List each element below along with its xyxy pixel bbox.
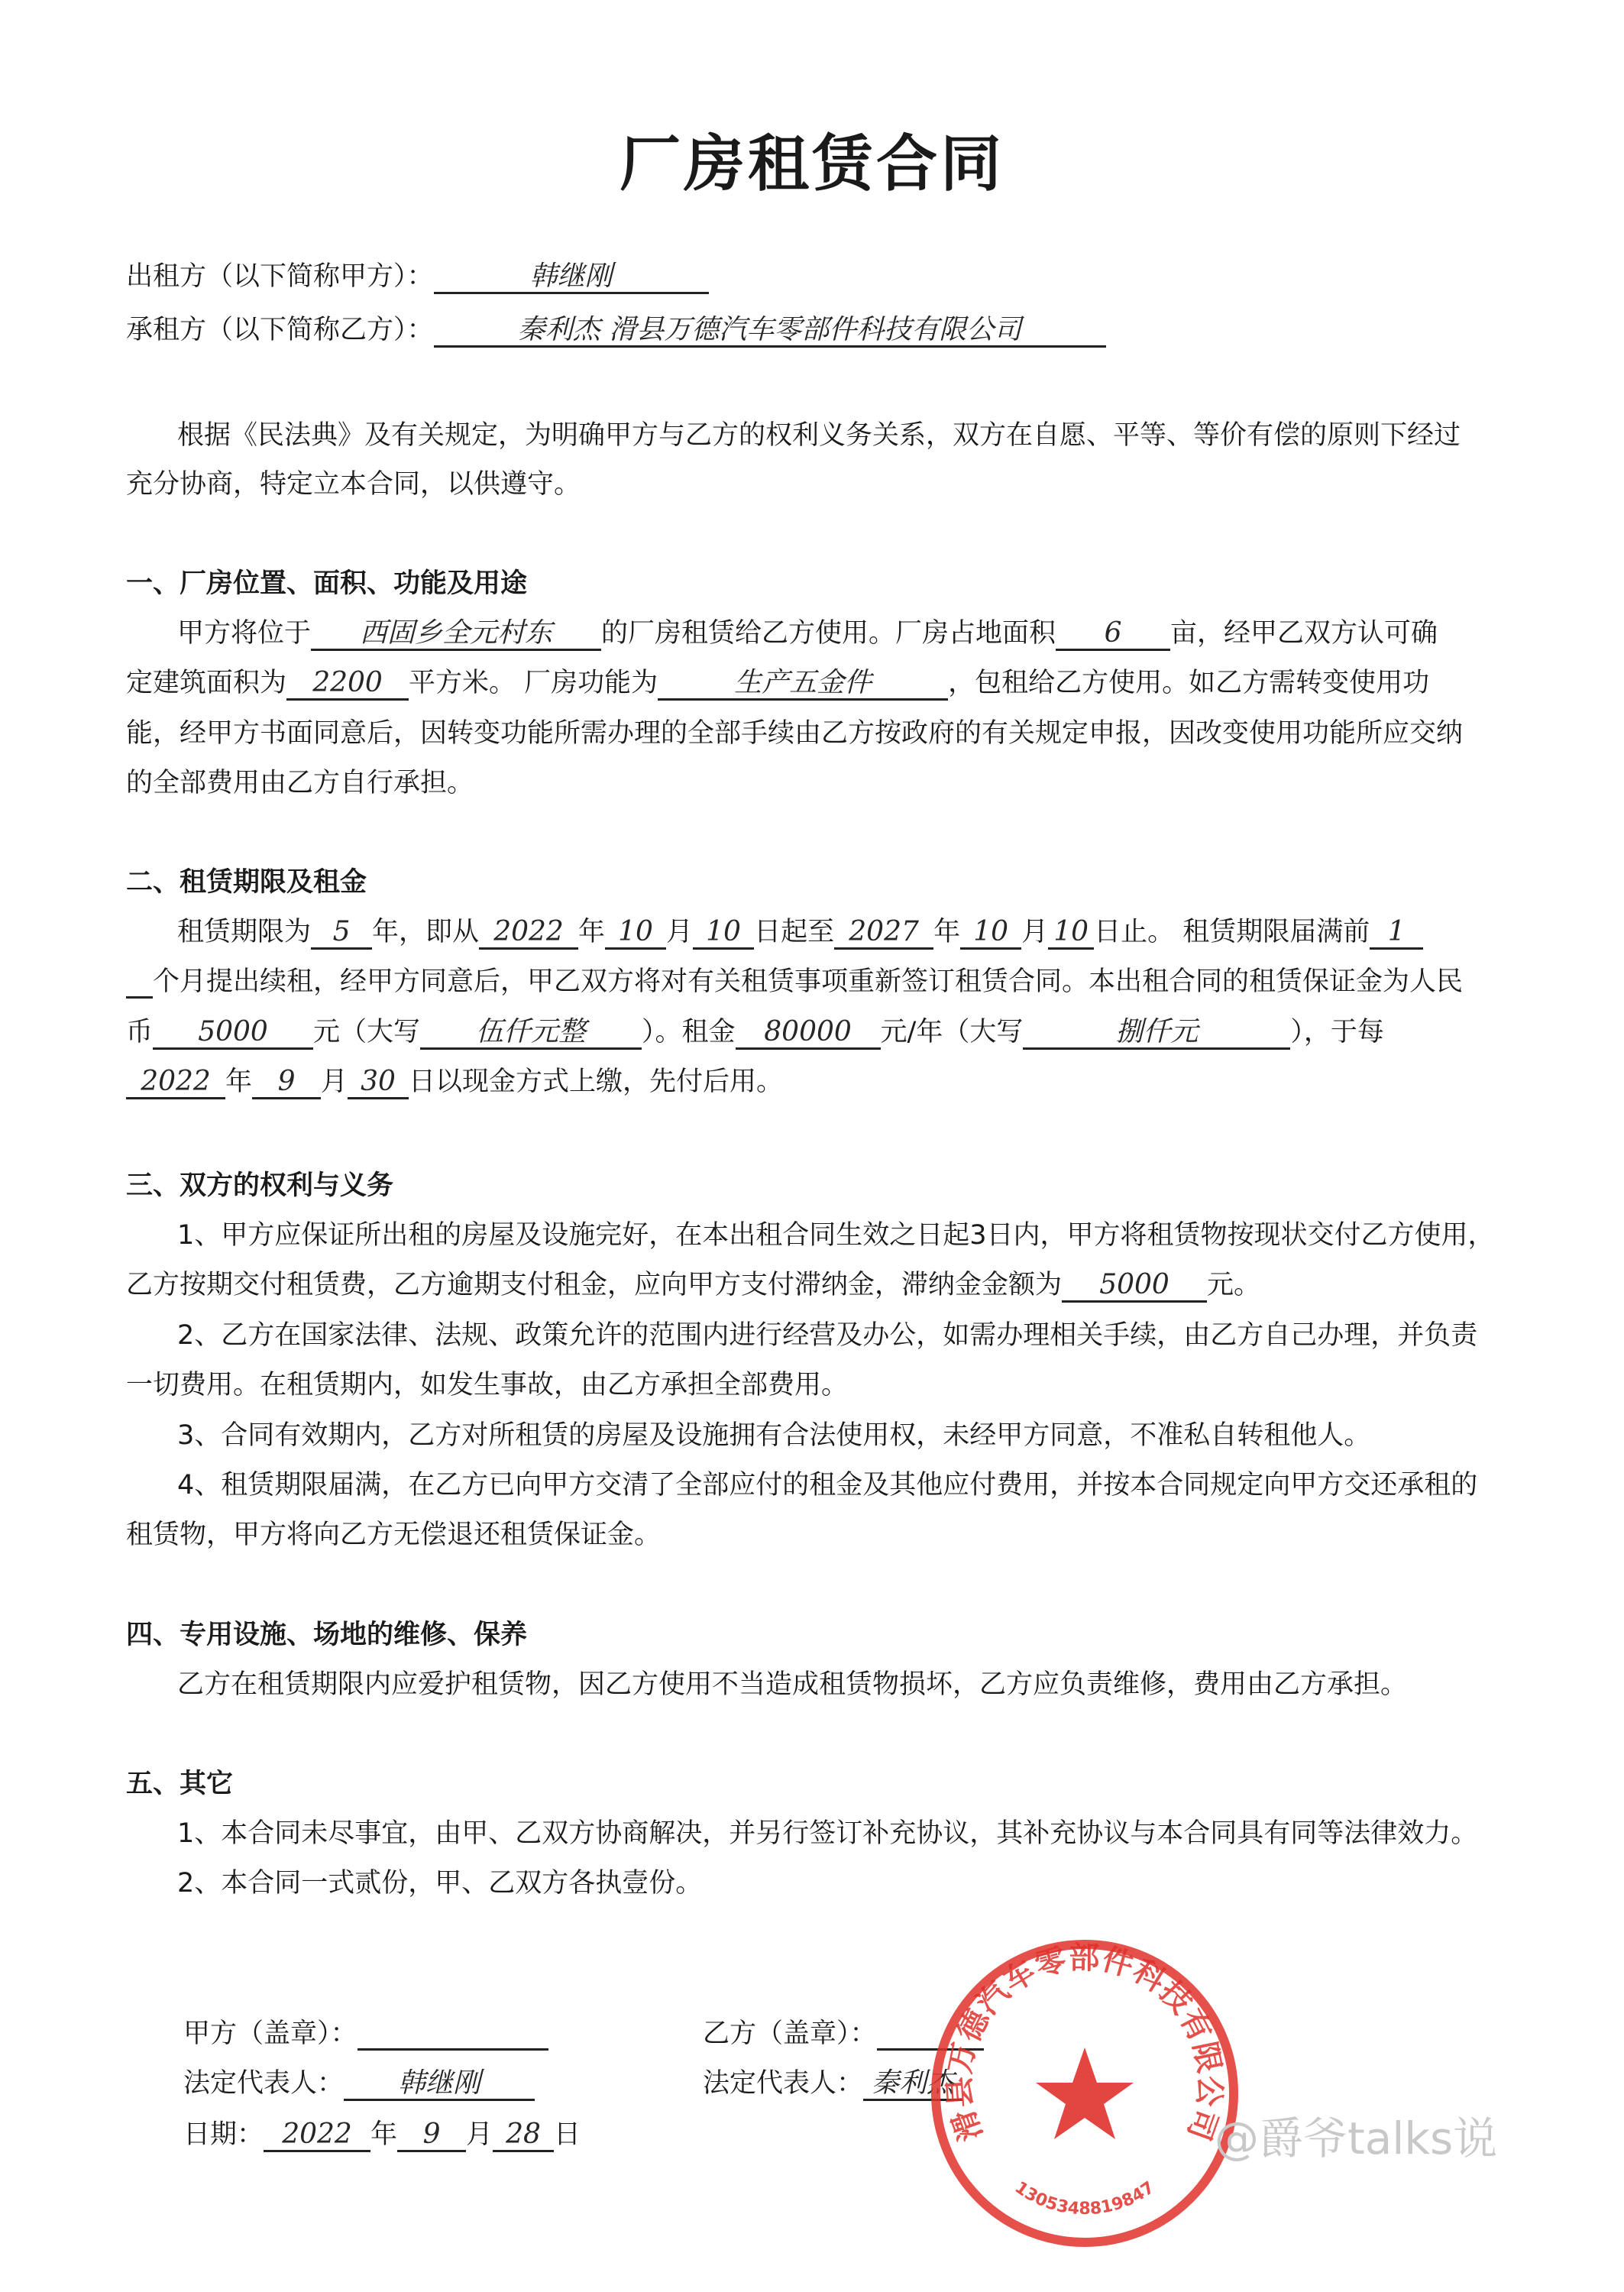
text: 平方米。 厂房功能为 xyxy=(409,668,658,698)
text: 元（大写 xyxy=(313,1017,421,1047)
end-year-field: 2027 xyxy=(834,917,933,950)
lessee-line xyxy=(126,313,1106,348)
lessor-label: 出租方（以下简称甲方）： xyxy=(126,261,434,292)
years-field: 5 xyxy=(311,917,372,950)
watermark: @爵爷talks说 xyxy=(1215,2112,1498,2164)
section1-line-3: 能，经甲方书面同意后，因转变功能所需办理的全部手续由乙方按政府的有关规定申报，因改变使用功能所应交纳 xyxy=(126,718,1464,749)
land-area-field: 6 xyxy=(1056,618,1170,651)
section3-item2-line1: 2、乙方在国家法律、法规、政策允许的范围内进行经营及办公，如需办理相关手续，由乙方自己办理，并负责 xyxy=(177,1320,1478,1351)
section3-item4-line2: 租赁物，甲方将向乙方无偿退还租赁保证金。 xyxy=(126,1520,662,1550)
deposit-words-field: 伍仟元整 xyxy=(420,1017,642,1050)
seal-company-text: 滑县万德汽车零部件科技有限公司 xyxy=(942,1941,1228,2146)
text: ，包租给乙方使用。如乙方需转变使用功 xyxy=(948,668,1430,698)
preamble-line-2: 充分协商，特定立本合同，以供遵守。 xyxy=(126,469,581,500)
text: 年 xyxy=(225,1067,253,1097)
text: 日起至 xyxy=(754,917,835,947)
date-day: 28 xyxy=(493,2119,554,2152)
section3-item4-line1: 4、租赁期限届满，在乙方已向甲方交清了全部应付的租金及其他应付费用，并按本合同规定向甲方交还承租的 xyxy=(177,1470,1478,1500)
location-field: 西固乡全元村东 xyxy=(311,618,601,651)
preamble-line-1: 根据《民法典》及有关规定，为明确甲方与乙方的权利义务关系，双方在自愿、平等、等价有偿的原则下经过 xyxy=(177,420,1461,451)
date-year: 2022 xyxy=(264,2119,370,2152)
rep-b-line xyxy=(703,2067,962,2101)
text: 日止。 租赁期限届满前 xyxy=(1094,917,1370,947)
start-day-field: 10 xyxy=(693,917,754,950)
end-day-field: 10 xyxy=(1048,917,1094,950)
text: 定建筑面积为 xyxy=(126,668,287,698)
pay-year-field: 2022 xyxy=(126,1067,225,1099)
section1-line-4: 的全部费用由乙方自行承担。 xyxy=(126,768,474,798)
section3-item1-line2 xyxy=(126,1268,1260,1303)
pay-day-field: 30 xyxy=(348,1067,409,1099)
text: 乙方按期交付租赁费，乙方逾期支付租金，应向甲方支付滞纳金，滞纳金金额为 xyxy=(126,1270,1063,1300)
section3-heading: 三、双方的权利与义务 xyxy=(126,1170,394,1201)
text: 日以现金方式上缴，先付后用。 xyxy=(409,1067,784,1097)
section2-line-4 xyxy=(126,1065,783,1099)
rep-b-signature: 秦利杰 xyxy=(863,2068,962,2101)
text: 的厂房租赁给乙方使用。厂房占地面积 xyxy=(601,618,1056,649)
text: 元/年（大写 xyxy=(880,1017,1024,1047)
text: 甲方将位于 xyxy=(177,618,312,649)
section4-heading: 四、专用设施、场地的维修、保养 xyxy=(126,1620,528,1650)
late-fee-field: 5000 xyxy=(1062,1270,1207,1303)
text: 年 xyxy=(370,2119,398,2150)
party-a-seal-blank xyxy=(357,2019,548,2051)
rep-a-label: 法定代表人： xyxy=(183,2068,345,2099)
party-a-label: 甲方（盖章）： xyxy=(183,2018,357,2049)
section5-heading: 五、其它 xyxy=(126,1769,234,1799)
section5-item1: 1、本合同未尽事宜，由甲、乙双方协商解决，并另行签订补充协议，其补充协议与本合同具有同等法律效力。 xyxy=(177,1818,1478,1849)
text: 月 xyxy=(321,1067,348,1097)
lessee-label: 承租方（以下简称乙方）： xyxy=(126,315,434,345)
text: 年 xyxy=(933,917,961,947)
text: ），于每 xyxy=(1290,1017,1384,1047)
section3-item1-line1: 1、甲方应保证所出租的房屋及设施完好，在本出租合同生效之日起3日内，甲方将租赁物按现状交付乙方使用， xyxy=(177,1220,1495,1251)
section1-line-1 xyxy=(177,617,1438,651)
section4-text: 乙方在租赁期限内应爱护租赁物，因乙方使用不当造成租赁物损坏，乙方应负责维修，费用由乙方承担。 xyxy=(177,1669,1408,1700)
notice-months-field: 1 xyxy=(1370,917,1423,950)
section1-line-2 xyxy=(126,666,1429,701)
text: 亩，经甲乙双方认可确 xyxy=(1170,618,1438,649)
text: ）。租金 xyxy=(642,1017,736,1047)
text: 租赁期限为 xyxy=(177,917,312,947)
text: 币 xyxy=(126,1017,154,1047)
text: 年，即从 xyxy=(372,917,480,947)
section1-heading: 一、厂房位置、面积、功能及用途 xyxy=(126,568,528,599)
section2-heading: 二、租赁期限及租金 xyxy=(126,867,367,898)
text: 月 xyxy=(666,917,694,947)
rep-b-label: 法定代表人： xyxy=(703,2068,864,2099)
section3-item3: 3、合同有效期内，乙方对所租赁的房屋及设施拥有合法使用权，未经甲方同意，不准私自转租他人。 xyxy=(177,1420,1371,1451)
section2-line-1 xyxy=(177,915,1423,950)
rep-a-signature: 韩继刚 xyxy=(344,2068,535,2101)
section5-item2: 2、本合同一式贰份，甲、乙双方各执壹份。 xyxy=(177,1868,703,1899)
text: 年 xyxy=(578,917,606,947)
lessor-line xyxy=(126,260,709,294)
party-a-seal-line xyxy=(183,2017,548,2051)
rent-words-field: 捌仟元 xyxy=(1023,1017,1290,1050)
end-month-field: 10 xyxy=(960,917,1021,950)
date-label: 日期： xyxy=(183,2119,264,2150)
deposit-field: 5000 xyxy=(153,1017,313,1050)
text: 个月提出续租，经甲方同意后，甲乙双方将对有关租赁事项重新签订租赁合同。本出租合同的租赁保证金为人民 xyxy=(153,966,1464,997)
text: 元。 xyxy=(1207,1270,1261,1300)
text: 月 xyxy=(466,2119,493,2150)
text: 日 xyxy=(554,2119,581,2150)
section2-line-2 xyxy=(126,965,1463,999)
svg-text:1305348819847 xyxy=(1011,2178,1158,2219)
document-title: 厂房租赁合同 xyxy=(620,128,1004,199)
start-year-field: 2022 xyxy=(479,917,578,950)
text: 月 xyxy=(1021,917,1049,947)
rent-field: 80000 xyxy=(736,1017,881,1050)
date-line xyxy=(183,2118,581,2152)
seal-star-icon xyxy=(1036,2048,1134,2139)
date-month: 9 xyxy=(397,2119,466,2152)
rep-a-line xyxy=(183,2067,535,2101)
lessee-signature: 秦利杰 滑县万德汽车零部件科技有限公司 xyxy=(434,315,1106,348)
start-month-field: 10 xyxy=(605,917,666,950)
pay-month-field: 9 xyxy=(252,1067,321,1099)
lessor-signature: 韩继刚 xyxy=(434,261,709,294)
party-b-label: 乙方（盖章）： xyxy=(703,2018,877,2049)
seal-number: 1305348819847 xyxy=(1011,2177,1159,2219)
section2-line-3 xyxy=(126,1015,1384,1050)
company-seal-stamp xyxy=(924,1933,1245,2254)
blank-underline xyxy=(126,967,153,999)
building-area-field: 2200 xyxy=(286,668,409,701)
section3-item2-line2: 一切费用。在租赁期内，如发生事故，由乙方承担全部费用。 xyxy=(126,1370,849,1400)
function-field: 生产五金件 xyxy=(658,668,948,701)
